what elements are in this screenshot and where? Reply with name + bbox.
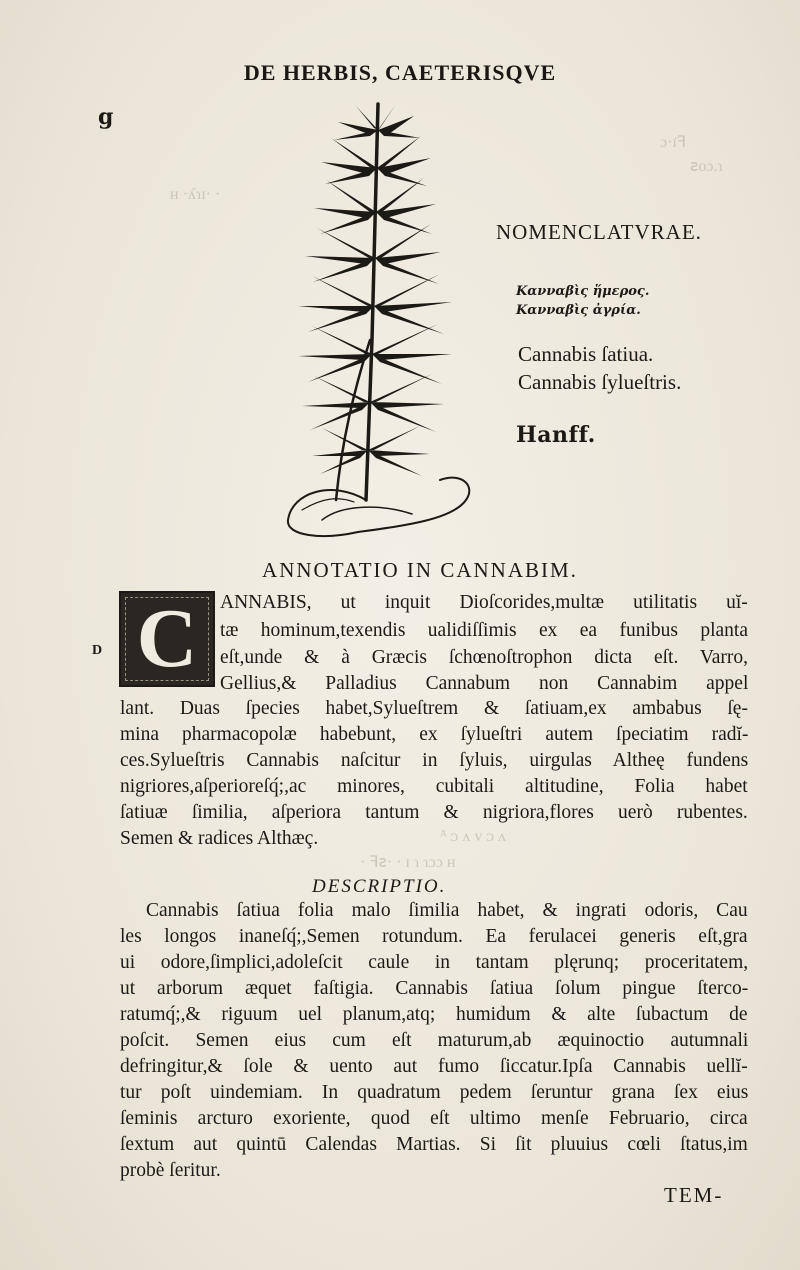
- annotation-line: nigriores,aſperioreſq́;,ac minores, cubitali altitudine, Folia habet: [120, 776, 748, 797]
- annotation-line: ANNABIS, ut inquit Dioſcorides,multæ utilitatis uĭ-: [220, 592, 748, 613]
- german-name: Hanff.: [516, 422, 596, 448]
- decorated-initial: [119, 591, 215, 687]
- description-line: les longos inaneſq́;,Semen rotundum. Ea ferulacei generis eſt,gra: [120, 926, 748, 947]
- initial-letter: C: [136, 592, 198, 685]
- description-heading: DESCRIPTIO.: [312, 876, 447, 897]
- description-line: tur poſt uindemiam. In quadratum pedem ſeruntur grana ſex eius: [120, 1082, 749, 1103]
- description-line: poſcit. Semen eius cum eſt maturum,ab æquinoctio autumnali: [120, 1030, 749, 1051]
- description-line: ſeminis arcturo exoriente, quod eſt ultimo menſe Februario, circa: [120, 1108, 748, 1129]
- nomenclature-heading: NOMENCLATVRAE.: [496, 220, 702, 244]
- signature-mark: g: [98, 104, 114, 130]
- annotation-line: Semen & radices Althæç.: [120, 828, 319, 849]
- latin-name-cultivated: Cannabis ſatiua.: [518, 342, 654, 366]
- show-through: ʜ ·ʎɿɪ· ·: [170, 186, 221, 203]
- running-head: DE HERBIS, CAETERISQVE: [243, 60, 557, 85]
- description-line: Cannabis ſatiua folia malo ſimilia habet, & ingrati odoris, Cau: [146, 900, 748, 921]
- annotation-line: lant. Duas ſpecies habet,Sylueſtrem & ſatiuam,ex ambabus ſę-: [120, 698, 748, 719]
- annotation-heading: ANNOTATIO IN CANNABIM.: [262, 558, 578, 582]
- annotation-line: eſt,unde & à Græcis ſchœnoſtrophon dicta eſt. Varro,: [220, 647, 749, 668]
- annotation-line: tæ hominum,texendis ualidiſſimis ex ea funibus planta: [220, 620, 748, 641]
- annotation-line: mina pharmacopolæ habebunt, ex ſylueſtri autem ſpeciatim radĭ-: [120, 724, 749, 745]
- description-line: ſextum aut quintū Calendas Martias. Si ſit pluuius cœli ſtatus,im: [120, 1134, 748, 1155]
- catchword: TEM-: [664, 1183, 724, 1207]
- show-through: ɔ·ɪ̈ꟻ: [660, 134, 687, 151]
- description-line: ratumq́;,& riguum uel planum,atq; humidum & alte ſubactum de: [120, 1004, 748, 1025]
- description-line: ui odore,ſimplici,adoleſcit caule in tantam plęrunq; proceritatem,: [120, 952, 749, 973]
- annotation-line: ces.Sylueſtris Cannabis naſcitur in ſyluis, uirgulas Altheę fundens: [120, 750, 749, 771]
- latin-name-wild: Cannabis ſylueſtris.: [518, 370, 682, 394]
- show-through: · ꟻꙅ· · ɪ ɿ ɿɔɔ ʜ: [360, 854, 456, 871]
- greek-name-cultivated: Κανναβὶς ἥμερος.: [516, 284, 650, 299]
- description-line: probè ſeritur.: [120, 1160, 221, 1181]
- annotation-line: ſatiuæ ſimilia, aſperiora tantum & nigriora,flores uerò rubentes.: [120, 802, 748, 823]
- initial-ornament: [125, 592, 209, 685]
- show-through: ᴬ ᴐ ᴧ ᴠ ᴐ ᴧ: [440, 828, 507, 845]
- annotation-line: Gellius,& Palladius Cannabum non Cannabim appel: [220, 673, 749, 694]
- margin-letter: D: [92, 643, 103, 658]
- description-line: defringitur,& ſole & uento aut fumo ſiccatur.Ipſa Cannabis uellĭ-: [120, 1056, 748, 1077]
- show-through: ꙅoɔ.ɿ: [690, 158, 723, 175]
- cannabis-plant-woodcut: [262, 100, 484, 540]
- greek-name-wild: Κανναβὶς ἀγρία.: [516, 303, 641, 318]
- description-line: ut arborum æquet faſtigia. Cannabis ſatiua ſolum pingue ſterco-: [120, 978, 749, 999]
